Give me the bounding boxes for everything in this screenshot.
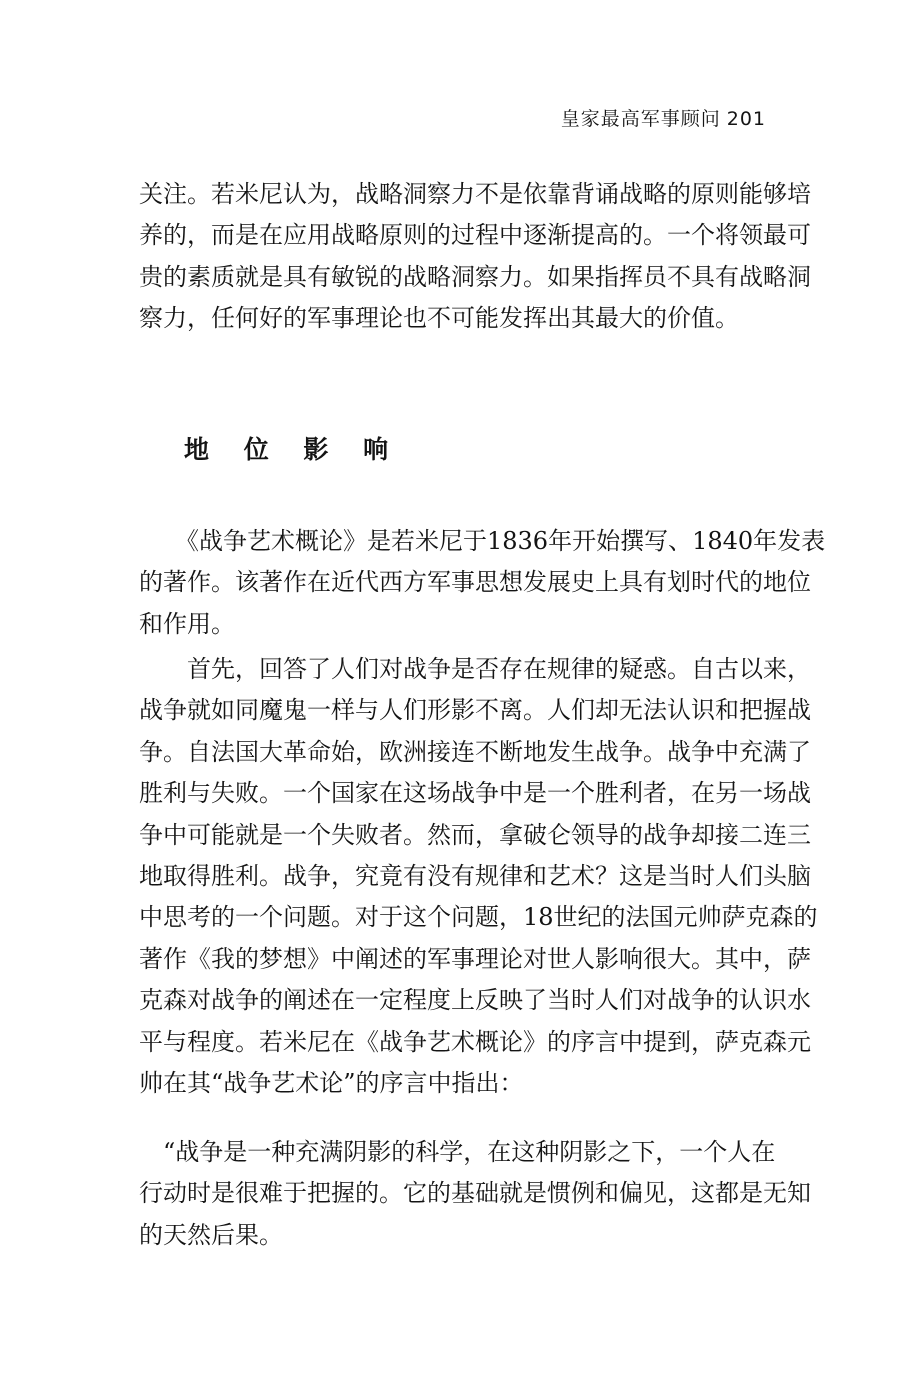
text-line: 察力，任何好的军事理论也不可能发挥出其最大的价值。 [139,304,739,333]
text-line: 关注。若米尼认为，战略洞察力不是依靠背诵战略的原则能够培 [139,180,811,208]
text-line: 《战争艺术概论》是若米尼于1836年开始撰写、1840年发表 [139,527,826,555]
text-line: 平与程度。若米尼在《战争艺术概论》的序言中提到，萨克森元 [139,1027,811,1056]
paragraph-quotation [139,1132,811,1256]
text-line: 中思考的一个问题。对于这个问题，18世纪的法国元帅萨克森的 [139,903,818,932]
text-line: 和作用。 [139,609,235,638]
running-header [561,104,766,131]
text-line: 著作《我的梦想》中阐述的军事理论对世人影响很大。其中，萨 [139,944,811,973]
text-line: 的著作。该著作在近代西方军事思想发展史上具有划时代的地位 [139,568,811,597]
text-line: 胜利与失败。一个国家在这场战争中是一个胜利者，在另一场战 [139,779,811,808]
text-line: 的天然后果。 [139,1220,283,1249]
page-number: 201 [726,108,766,130]
text-line: 争。自法国大革命始，欧洲接连不断地发生战争。战争中充满了 [139,737,811,766]
text-line: 行动时是很难于把握的。它的基础就是惯例和偏见，这都是无知 [139,1179,811,1208]
paragraph-intro [139,521,826,645]
section-heading: 地 位 影 响 [184,435,402,464]
text-line: 首先，回答了人们对战争是否存在规律的疑惑。自古以来， [139,655,811,683]
text-line: 帅在其“战争艺术论”的序言中指出： [139,1068,524,1097]
text-line: 地取得胜利。战争，究竟有没有规律和艺术？这是当时人们头脑 [139,861,811,890]
paragraph-first-point [139,649,818,1104]
text-line: 养的，而是在应用战略原则的过程中逐渐提高的。一个将领最可 [139,221,811,250]
text-line: 争中可能就是一个失败者。然而，拿破仑领导的战争却接二连三 [139,820,811,849]
paragraph-continuation [139,174,811,340]
text-line: 克森对战争的阐述在一定程度上反映了当时人们对战争的认识水 [139,986,811,1015]
running-title: 皇家最高军事顾问 [560,108,721,130]
text-line: “战争是一种充满阴影的科学，在这种阴影之下，一个人在 [139,1138,776,1166]
text-line: 贵的素质就是具有敏锐的战略洞察力。如果指挥员不具有战略洞 [139,262,811,291]
text-line: 战争就如同魔鬼一样与人们形影不离。人们却无法认识和把握战 [139,696,811,725]
